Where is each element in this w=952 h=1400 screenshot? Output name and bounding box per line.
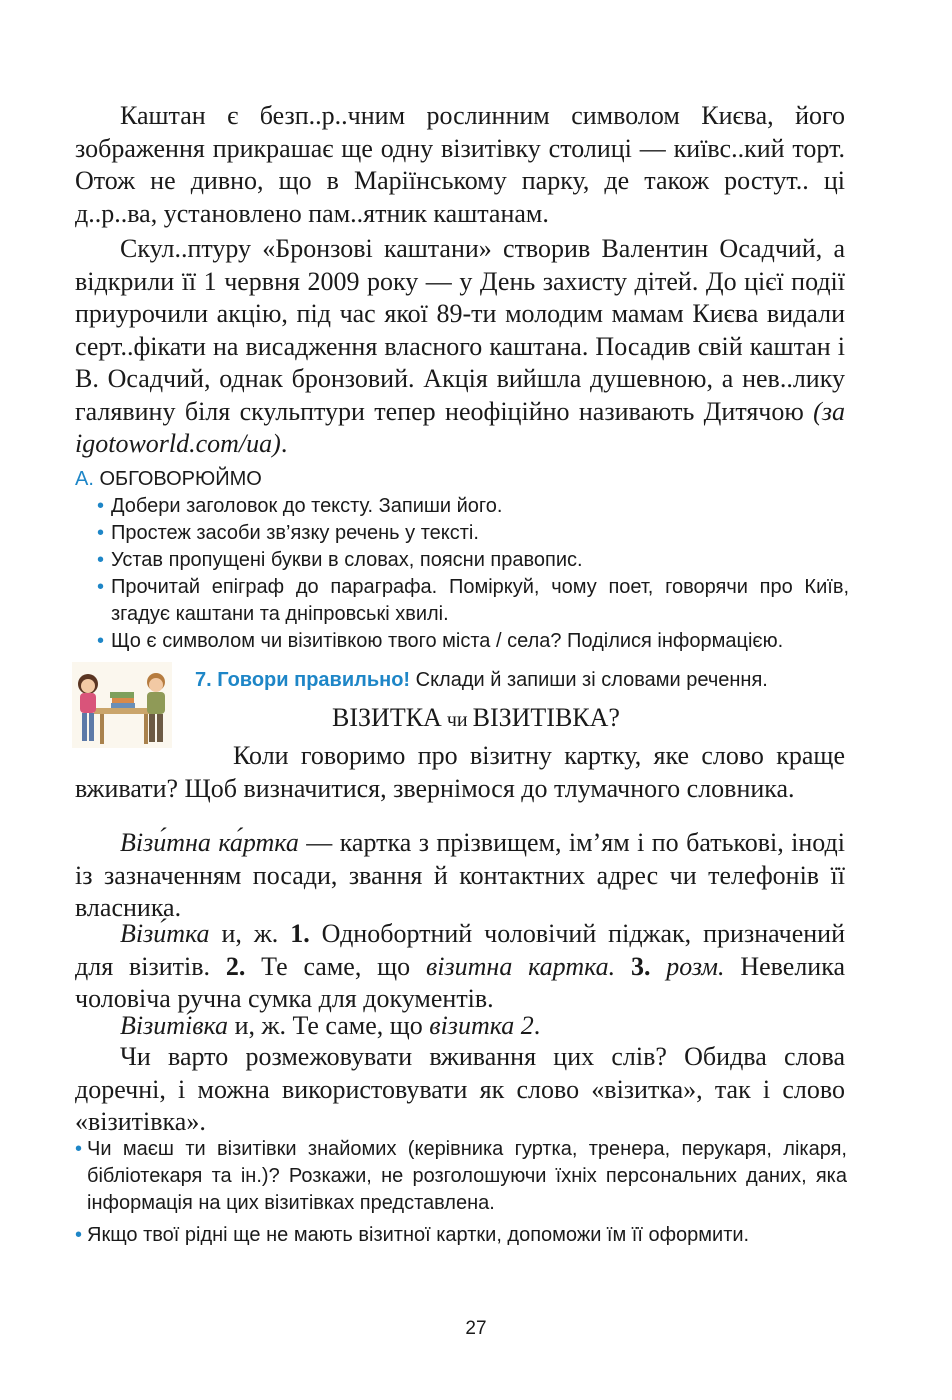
list-item-text: Що є символом чи візитівкою твого міста / села? Поділися інформацією.	[111, 630, 784, 652]
sense-number: 2.	[225, 951, 246, 981]
questions-list	[75, 1136, 847, 1254]
paragraph-end: .	[280, 429, 288, 458]
task-text: Склади й запиши зі словами речення.	[410, 669, 768, 691]
definition-term: Візиті́вка	[120, 1011, 229, 1040]
page-number: 27	[465, 1318, 487, 1339]
definition-text: Невелика чоловіча ручна сумка для документів.	[75, 951, 846, 1013]
paragraph-bronze-chestnuts	[75, 233, 845, 461]
source-citation: (за igotoworld.com/ua)	[75, 396, 845, 458]
section-letter: А.	[75, 468, 94, 490]
bullet-icon: •	[97, 630, 105, 652]
definition-text: Те саме, що	[245, 951, 426, 981]
discuss-heading	[75, 466, 262, 493]
bullet-icon: •	[97, 522, 105, 544]
cross-reference: візитна картка.	[426, 951, 616, 981]
discussion-list	[97, 493, 849, 655]
title-conjunction: чи	[441, 709, 473, 731]
definition-vizytivka	[75, 1010, 845, 1043]
list-item	[75, 1136, 847, 1217]
paragraph-text: Скул..птуру «Бронзові каштани» створив Валентин Осадчий, а відкрили її 1 червня 2009 року — у День захисту дітей. До цієї події приурочили акцію, під час якої 89-ти молодим мамам Києва видали серт..фікати на висадження власного каштана. Посадив свій каштан і В. Осадчий, однак бронзовий. Акція вийшла душевною, а нев..лику галявину біля скульптури тепер неофіційно називають Дитячою	[75, 234, 845, 426]
definition-text: — картка з прізвищем, ім’ям і по батькові, іноді із зазначенням посади, звання й контактних адрес чи телефонів її власника.	[75, 828, 846, 922]
definition-term: Візи́тна ка́ртка	[120, 828, 299, 857]
paragraph-conclusion: Чи варто розмежовувати вживання цих слів? Обидва слова доречні, і можна використовувати як слово «візитка», так і слово «візитівка».	[75, 1042, 845, 1136]
sense-number: 1.	[290, 919, 310, 948]
bullet-icon: •	[75, 1224, 83, 1246]
list-item-text: Чи маєш ти візитівки знайомих (керівника гуртка, тренера, перукаря, лікаря, бібліотекаря та ін.)? Розкажи, не розголошуючи їхніх персональних даних, яка інформація на цих візитівках представлена.	[87, 1138, 847, 1214]
bullet-icon: •	[97, 576, 105, 598]
sense-number: 3.	[615, 951, 651, 981]
definition-text: и, ж. Те саме, що	[228, 1011, 430, 1040]
list-item	[97, 628, 849, 655]
list-item	[75, 1222, 847, 1249]
grammar-note: и, ж.	[209, 919, 291, 948]
title-word-a: ВІЗИТКА	[332, 703, 442, 732]
task-7	[195, 667, 768, 694]
bullet-icon: •	[75, 1138, 83, 1160]
section-title: ОБГОВОРЮЙМО	[99, 468, 262, 490]
definition-end: .	[533, 1011, 541, 1040]
title-word-b: ВІЗИТІВКА?	[472, 703, 620, 732]
list-item	[97, 520, 849, 547]
list-item-text: Прочитай епіграф до параграфа. Поміркуй, чому поет, говорячи про Київ, згадує каштани та дніпровські хвилі.	[111, 576, 849, 625]
task-label: 7. Говори правильно!	[195, 669, 411, 691]
list-item-text: Простеж засоби зв’язку речень у тексті.	[111, 522, 479, 544]
list-item-text: Добери заголовок до тексту. Запиши його.	[111, 495, 503, 517]
list-item-text: Устав пропущені букви в словах, поясни правопис.	[111, 549, 583, 571]
paragraph-chestnut-symbol: Каштан є безп..р..чним рослинним символом Києва, його зображення прикрашає ще одну візитівку столиці — київс..кий торт. Отож не дивно, що в Маріїнському парку, де також ростут.. ці д..р..ва, установлено пам..ятник каштанам.	[75, 101, 845, 228]
list-item-text: Якщо твої рідні ще не мають візитної картки, допоможи їм її оформити.	[87, 1224, 750, 1246]
bullet-icon: •	[97, 549, 105, 571]
usage-mark: розм.	[650, 951, 725, 981]
definition-vizytka	[75, 918, 845, 1016]
definition-text: Однобортний чоловічий піджак, призначений для візитів.	[75, 919, 845, 981]
section-title-vizitka	[0, 702, 952, 737]
cross-reference: візитка 2	[429, 1011, 534, 1040]
definition-vizytna-kartka	[75, 827, 845, 925]
list-item	[97, 547, 849, 574]
bullet-icon: •	[97, 495, 105, 517]
list-item	[97, 574, 849, 628]
list-item	[97, 493, 849, 520]
paragraph-intro: Коли говоримо про візитну картку, яке слово краще вживати? Щоб визначитися, звернімося до тлумачного словника.	[75, 741, 845, 803]
definition-term: Візи́тка	[120, 919, 210, 948]
